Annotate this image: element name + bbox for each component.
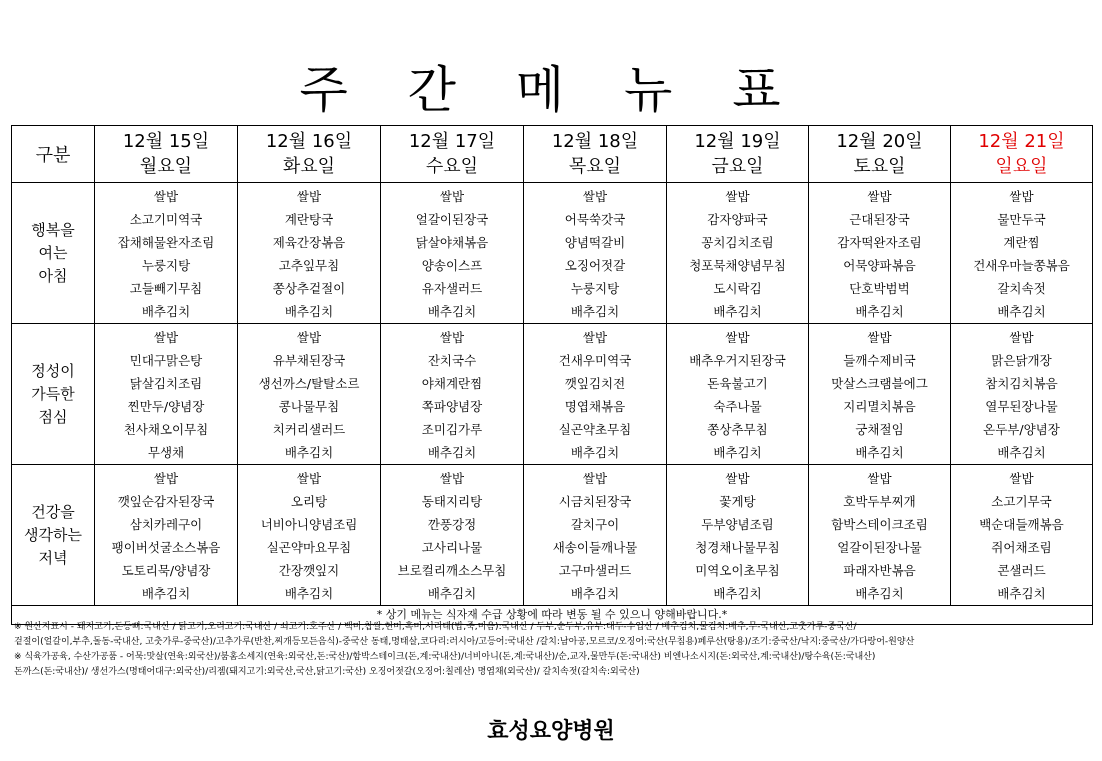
menu-item: 단호박범벅	[849, 281, 910, 296]
menu-item: 건새우마늘쫑볶음	[973, 258, 1070, 273]
weekday-label: 목요일	[568, 156, 622, 177]
menu-item: 갈치속젓	[997, 281, 1046, 296]
menu-item: 배추김치	[855, 445, 904, 460]
menu-item: 유자샐러드	[421, 281, 483, 296]
menu-item: 맛살스크램블에그	[831, 376, 928, 391]
menu-cell	[951, 465, 1093, 606]
header-row	[12, 126, 1093, 183]
hospital-name: 효성요양병원	[487, 719, 615, 744]
menu-item: 천사채오이무침	[123, 422, 209, 437]
menu-item: 누룽지탕	[570, 281, 620, 296]
menu-item: 간장깻잎지	[278, 563, 340, 578]
menu-item: 숙주나물	[713, 399, 762, 414]
menu-cell	[667, 324, 809, 465]
menu-cell	[524, 183, 667, 324]
menu-item: 유부채된장국	[272, 353, 346, 368]
menu-cell	[238, 183, 381, 324]
menu-item: 쌀밥	[725, 189, 750, 204]
menu-item: 갈치구이	[570, 517, 620, 532]
menu-item: 쌀밥	[582, 471, 608, 486]
date-label: 12월 17일	[408, 131, 496, 152]
meal-label-lunch	[12, 324, 95, 465]
menu-item: 쌀밥	[439, 330, 465, 345]
menu-item: 브로컬리깨소스무침	[397, 563, 507, 578]
menu-item: 백순대들깨볶음	[979, 517, 1064, 532]
menu-item: 배추김치	[570, 304, 620, 319]
weekday-label: 금요일	[711, 156, 764, 177]
menu-item: 찐만두/양념장	[127, 399, 205, 414]
menu-item: 민대구맑은탕	[129, 353, 203, 368]
origin-line: 겉절이(얼갈이,부추,돌동-국내산, 고춧가루-중국산)/고추가루(반찬,찌개등모든음식)-중국산 동태,명태살,코다리:러시아/고등어:국내산 /갈치:남아공,모르코/오징어:국산(무침용)페루산(탕용)/조기:중국산/낙지:중국산/가다랑어-원양산	[14, 637, 915, 647]
menu-item: 돈육불고기	[707, 376, 768, 391]
menu-item: 고추잎무침	[278, 258, 340, 273]
date-label: 12월 15일	[122, 131, 210, 152]
menu-item: 호박두부찌개	[843, 494, 916, 509]
menu-item: 청포묵채양념무침	[689, 258, 786, 273]
day-header-tue	[238, 126, 381, 183]
menu-item: 쌀밥	[582, 189, 608, 204]
menu-cell	[951, 324, 1093, 465]
menu-item: 쌀밥	[153, 189, 179, 204]
origin-notice	[14, 620, 1094, 680]
menu-item: 고사리나물	[421, 540, 483, 555]
meal-label-line: 건강을	[31, 502, 75, 521]
menu-cell	[809, 324, 951, 465]
menu-item: 배추김치	[855, 304, 904, 319]
menu-item: 쌀밥	[867, 189, 892, 204]
menu-item: 삼치카레구이	[129, 517, 203, 532]
menu-item: 쌀밥	[153, 330, 179, 345]
day-header-mon	[95, 126, 238, 183]
menu-item: 쌀밥	[867, 471, 892, 486]
menu-item: 쌀밥	[439, 189, 465, 204]
meal-label-line: 가득한	[31, 384, 75, 403]
menu-item: 배추김치	[284, 445, 334, 460]
menu-cell	[95, 324, 238, 465]
menu-item: 배추김치	[713, 445, 762, 460]
menu-item: 함박스테이크조림	[831, 517, 928, 532]
menu-item: 깻잎순감자된장국	[117, 494, 215, 509]
menu-item: 배추김치	[427, 586, 477, 601]
menu-item: 양송이스프	[421, 258, 483, 273]
meal-label-dinner	[12, 465, 95, 606]
menu-item: 제육간장볶음	[272, 235, 346, 250]
breakfast-row	[12, 183, 1093, 324]
origin-line: 돈까스(돈:국내산)/ 생선가스(명태어대구:외국산)/리젬(돼지고기:외국산,국산,닭고기:국산) 오징어젓갈(오징어:칠레산) 명엽채(외국산)/ 갈치속젓(갈치속:외국산)	[14, 667, 640, 677]
menu-item: 궁채절임	[855, 422, 904, 437]
menu-cell	[524, 465, 667, 606]
dinner-row	[12, 465, 1093, 606]
menu-item: 쌀밥	[439, 471, 465, 486]
meal-label-line: 생각하는	[24, 525, 82, 544]
menu-item: 새송이들깨나물	[552, 540, 638, 555]
menu-change-notice: * 상기 메뉴는 식자재 수급 상황에 따라 변동 될 수 있으니 양해바랍니다.*	[12, 606, 1093, 625]
origin-line: ※ 원산지표시 - 돼지고기,돈등뼈:국내산 / 닭고기,오리고기:국내산 / 쇠고기:호주산 / 백미,찹쌀,현미,흑미,서리태(밥,죽,미음):국내산 / 두부,순두부,유부:대두-수입산 / 배추김치,물김치:배추,무-국내산,고춧가루-중국산/	[14, 622, 857, 632]
menu-item: 누룽지탕	[141, 258, 191, 273]
page-title: 주 간 메 뉴 표	[299, 61, 803, 119]
menu-item: 고구마샐러드	[558, 563, 632, 578]
menu-item: 동태지리탕	[421, 494, 483, 509]
day-header-thu	[524, 126, 667, 183]
menu-item: 계란찜	[1003, 235, 1040, 250]
menu-item: 팽이버섯굴소스볶음	[111, 540, 221, 555]
menu-item: 청경채나물무침	[695, 540, 780, 555]
menu-item: 명엽채볶음	[564, 399, 626, 414]
menu-item: 쌀밥	[867, 330, 892, 345]
meal-label-line: 아침	[38, 266, 68, 285]
menu-cell	[667, 465, 809, 606]
meal-label-line: 여는	[38, 243, 68, 262]
menu-item: 쌀밥	[153, 471, 179, 486]
menu-item: 무생채	[147, 445, 185, 460]
menu-item: 쌀밥	[296, 330, 322, 345]
menu-item: 맑은닭개장	[991, 353, 1052, 368]
menu-item: 꽃게탕	[719, 494, 756, 509]
menu-item: 양념떡갈비	[564, 235, 626, 250]
menu-item: 꽁치김치조림	[701, 235, 774, 250]
menu-cell	[809, 465, 951, 606]
day-header-wed	[381, 126, 524, 183]
menu-cell	[524, 324, 667, 465]
menu-item: 너비아니양념조림	[260, 517, 358, 532]
menu-item: 온두부/양념장	[983, 422, 1060, 437]
menu-item: 배추김치	[997, 445, 1046, 460]
menu-item: 실곤약마요무침	[266, 540, 352, 555]
menu-cell	[95, 465, 238, 606]
menu-item: 잔치국수	[427, 353, 477, 368]
date-label: 12월 20일	[836, 131, 923, 152]
menu-item: 열무된장나물	[985, 399, 1058, 414]
menu-item: 치커리샐러드	[272, 422, 346, 437]
day-header-fri	[667, 126, 809, 183]
menu-item: 얼갈이된장국	[415, 212, 489, 227]
weekday-label: 수요일	[425, 156, 479, 177]
menu-item: 소고기미역국	[129, 212, 203, 227]
day-header-sat	[809, 126, 951, 183]
menu-item: 배추김치	[997, 304, 1046, 319]
menu-item: 배추김치	[427, 445, 477, 460]
menu-cell	[95, 183, 238, 324]
menu-item: 배추김치	[713, 586, 762, 601]
menu-item: 어묵양파볶음	[843, 258, 916, 273]
menu-cell	[381, 183, 524, 324]
menu-item: 물만두국	[997, 212, 1046, 227]
menu-item: 쌀밥	[296, 471, 322, 486]
menu-item: 소고기무국	[991, 494, 1052, 509]
weekday-label: 일요일	[995, 156, 1048, 177]
menu-item: 두부양념조림	[701, 517, 774, 532]
menu-item: 배추김치	[141, 304, 191, 319]
meal-label-line: 저녁	[38, 548, 68, 567]
menu-item: 쪽파양념장	[421, 399, 483, 414]
menu-cell	[381, 465, 524, 606]
menu-item: 콘샐러드	[997, 563, 1046, 578]
menu-item: 닭살야채볶음	[415, 235, 489, 250]
menu-item: 근대된장국	[849, 212, 910, 227]
menu-item: 오징어젓갈	[564, 258, 626, 273]
menu-item: 배추김치	[997, 586, 1046, 601]
menu-item: 쫑상추겉절이	[272, 281, 346, 296]
date-label: 12월 19일	[694, 131, 781, 152]
menu-item: 깻잎김치전	[564, 376, 626, 391]
menu-item: 건새우미역국	[558, 353, 632, 368]
menu-item: 고들빼기무침	[129, 281, 203, 296]
menu-item: 배추김치	[713, 304, 762, 319]
category-header: 구분	[12, 126, 95, 183]
menu-item: 쌀밥	[582, 330, 608, 345]
weekday-label: 화요일	[282, 156, 336, 177]
menu-item: 쌀밥	[1009, 330, 1034, 345]
menu-item: 쌀밥	[1009, 189, 1034, 204]
menu-item: 감자떡완자조림	[837, 235, 922, 250]
menu-item: 쥐어채조림	[991, 540, 1052, 555]
date-label: 12월 21일	[978, 131, 1065, 152]
menu-item: 배추우거지된장국	[689, 353, 786, 368]
menu-item: 배추김치	[284, 304, 334, 319]
menu-item: 계란탕국	[284, 212, 334, 227]
menu-item: 배추김치	[141, 586, 191, 601]
menu-item: 쌀밥	[725, 330, 750, 345]
menu-item: 지리멸치볶음	[843, 399, 916, 414]
date-label: 12월 18일	[551, 131, 639, 152]
weekday-label: 토요일	[853, 156, 906, 177]
menu-cell	[951, 183, 1093, 324]
menu-item: 어묵쑥갓국	[564, 212, 626, 227]
menu-item: 배추김치	[570, 445, 620, 460]
menu-item: 쌀밥	[1009, 471, 1034, 486]
menu-item: 배추김치	[427, 304, 477, 319]
menu-cell	[667, 183, 809, 324]
weekday-label: 월요일	[139, 156, 193, 177]
menu-item: 닭살김치조림	[129, 376, 203, 391]
menu-item: 참치김치볶음	[985, 376, 1058, 391]
lunch-row	[12, 324, 1093, 465]
menu-item: 오리탕	[290, 494, 328, 509]
menu-item: 시금치된장국	[558, 494, 632, 509]
menu-cell	[809, 183, 951, 324]
menu-item: 감자양파국	[707, 212, 768, 227]
meal-label-line: 행복을	[31, 220, 75, 239]
menu-item: 들깨수제비국	[843, 353, 916, 368]
day-header-sun	[951, 126, 1093, 183]
menu-item: 얼갈이된장나물	[837, 540, 922, 555]
menu-item: 배추김치	[855, 586, 904, 601]
meal-label-line: 정성이	[31, 361, 75, 380]
menu-item: 생선까스/탈탈소르	[258, 376, 360, 391]
menu-item: 쫑상추무침	[707, 422, 768, 437]
menu-item: 쌀밥	[725, 471, 750, 486]
meal-label-breakfast	[12, 183, 95, 324]
menu-item: 배추김치	[570, 586, 620, 601]
menu-item: 파래자반볶음	[843, 563, 916, 578]
menu-item: 깐풍강정	[427, 517, 477, 532]
menu-item: 야채계란찜	[421, 376, 483, 391]
menu-item: 잡채해물완자조림	[117, 235, 215, 250]
menu-item: 콩나물무침	[278, 399, 340, 414]
menu-item: 도시락김	[713, 281, 762, 296]
menu-cell	[238, 465, 381, 606]
menu-cell	[238, 324, 381, 465]
menu-item: 도토리묵/양념장	[121, 563, 211, 578]
menu-cell	[381, 324, 524, 465]
weekly-menu-table	[11, 125, 1093, 625]
origin-line: ※ 식육가공육, 수산가공품 - 어묵:맛살(연육:외국산)/붐홈소세지(연육:외국산,돈:국산)/함박스테이크(돈,계:국내산)/너비아니(돈,계:국내산)/순,교자,물만두(돈:국내산) 비엔나소시지(돈:외국산,계:국내산)/탕수육(돈:국내산)	[14, 652, 876, 662]
menu-item: 쌀밥	[296, 189, 322, 204]
menu-item: 배추김치	[284, 586, 334, 601]
date-label: 12월 16일	[265, 131, 353, 152]
menu-item: 미역오이초무침	[695, 563, 780, 578]
meal-label-line: 점심	[38, 407, 68, 426]
menu-item: 실곤약초무침	[558, 422, 632, 437]
menu-item: 조미김가루	[421, 422, 483, 437]
